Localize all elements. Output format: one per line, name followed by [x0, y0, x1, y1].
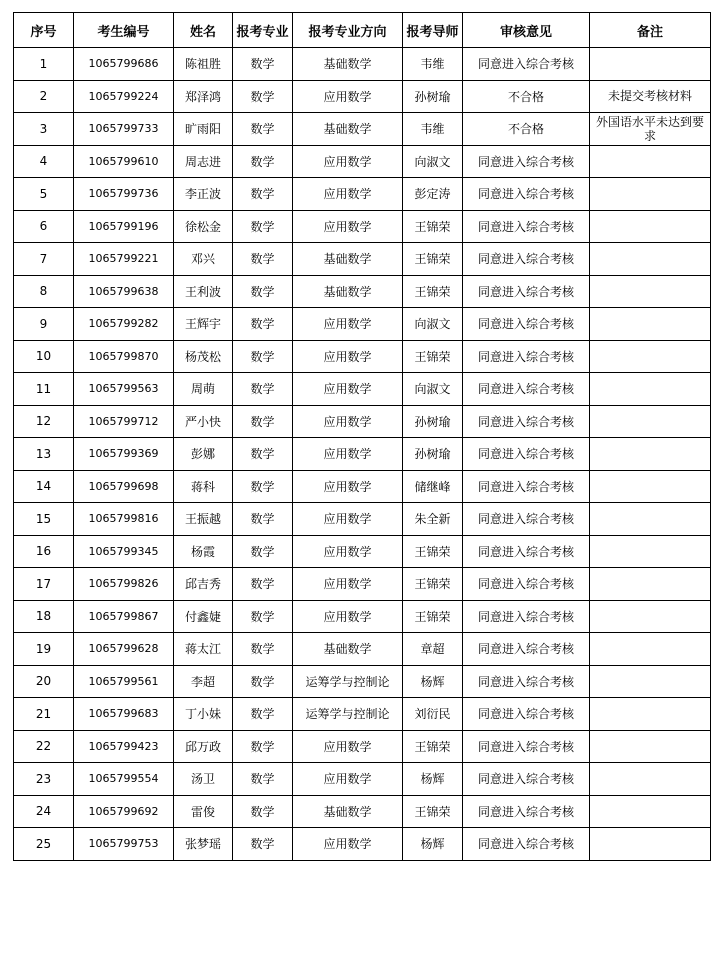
cell-review-opinion: 同意进入综合考核 [463, 243, 590, 276]
cell-seq: 9 [14, 308, 74, 341]
cell-seq: 22 [14, 730, 74, 763]
header-seq: 序号 [14, 13, 74, 48]
cell-seq: 10 [14, 340, 74, 373]
cell-remarks [590, 698, 711, 731]
cell-review-opinion: 同意进入综合考核 [463, 405, 590, 438]
cell-review-opinion: 同意进入综合考核 [463, 665, 590, 698]
cell-direction: 基础数学 [293, 795, 403, 828]
cell-exam-id: 1065799683 [74, 698, 174, 731]
header-exam-id: 考生编号 [74, 13, 174, 48]
cell-name: 杨霞 [174, 535, 233, 568]
cell-remarks [590, 340, 711, 373]
cell-name: 丁小妹 [174, 698, 233, 731]
cell-name: 旷雨阳 [174, 113, 233, 146]
cell-direction: 应用数学 [293, 503, 403, 536]
cell-review-opinion: 同意进入综合考核 [463, 535, 590, 568]
cell-major: 数学 [233, 243, 293, 276]
cell-advisor: 向淑文 [403, 373, 463, 406]
cell-advisor: 王锦荣 [403, 275, 463, 308]
cell-seq: 25 [14, 828, 74, 861]
cell-remarks [590, 828, 711, 861]
cell-review-opinion: 同意进入综合考核 [463, 275, 590, 308]
cell-advisor: 向淑文 [403, 145, 463, 178]
cell-exam-id: 1065799345 [74, 535, 174, 568]
cell-name: 蒋科 [174, 470, 233, 503]
cell-major: 数学 [233, 503, 293, 536]
cell-name: 邱吉秀 [174, 568, 233, 601]
cell-remarks [590, 178, 711, 211]
cell-seq: 5 [14, 178, 74, 211]
table-row [14, 48, 711, 81]
cell-remarks [590, 405, 711, 438]
cell-major: 数学 [233, 763, 293, 796]
cell-advisor: 王锦荣 [403, 795, 463, 828]
cell-review-opinion: 同意进入综合考核 [463, 828, 590, 861]
cell-seq: 6 [14, 210, 74, 243]
cell-remarks [590, 470, 711, 503]
cell-remarks: 未提交考核材料 [590, 80, 711, 113]
cell-direction: 应用数学 [293, 470, 403, 503]
cell-direction: 应用数学 [293, 535, 403, 568]
cell-name: 陈祖胜 [174, 48, 233, 81]
table-row [14, 600, 711, 633]
cell-name: 张梦瑶 [174, 828, 233, 861]
cell-name: 郑泽鸿 [174, 80, 233, 113]
table-body [14, 48, 711, 861]
cell-remarks [590, 633, 711, 666]
table-row [14, 178, 711, 211]
cell-direction: 基础数学 [293, 633, 403, 666]
cell-review-opinion: 同意进入综合考核 [463, 730, 590, 763]
cell-exam-id: 1065799712 [74, 405, 174, 438]
cell-direction: 运筹学与控制论 [293, 698, 403, 731]
header-remarks: 备注 [590, 13, 711, 48]
cell-direction: 应用数学 [293, 438, 403, 471]
cell-major: 数学 [233, 405, 293, 438]
cell-exam-id: 1065799638 [74, 275, 174, 308]
cell-remarks [590, 373, 711, 406]
cell-name: 周志进 [174, 145, 233, 178]
cell-major: 数学 [233, 633, 293, 666]
cell-exam-id: 1065799561 [74, 665, 174, 698]
cell-exam-id: 1065799733 [74, 113, 174, 146]
cell-remarks [590, 48, 711, 81]
cell-remarks [590, 243, 711, 276]
cell-exam-id: 1065799628 [74, 633, 174, 666]
table-row [14, 308, 711, 341]
cell-direction: 应用数学 [293, 828, 403, 861]
cell-major: 数学 [233, 275, 293, 308]
cell-direction: 基础数学 [293, 48, 403, 81]
table-row [14, 145, 711, 178]
cell-seq: 11 [14, 373, 74, 406]
cell-exam-id: 1065799826 [74, 568, 174, 601]
cell-review-opinion: 同意进入综合考核 [463, 633, 590, 666]
cell-direction: 应用数学 [293, 145, 403, 178]
table-row [14, 113, 711, 146]
cell-direction: 应用数学 [293, 80, 403, 113]
header-review-opinion: 审核意见 [463, 13, 590, 48]
cell-direction: 应用数学 [293, 308, 403, 341]
header-major: 报考专业 [233, 13, 293, 48]
cell-direction: 应用数学 [293, 600, 403, 633]
cell-direction: 应用数学 [293, 210, 403, 243]
cell-seq: 20 [14, 665, 74, 698]
table-row [14, 210, 711, 243]
cell-name: 王振越 [174, 503, 233, 536]
cell-seq: 2 [14, 80, 74, 113]
table-row [14, 243, 711, 276]
cell-major: 数学 [233, 600, 293, 633]
cell-exam-id: 1065799870 [74, 340, 174, 373]
cell-name: 王利波 [174, 275, 233, 308]
cell-name: 彭娜 [174, 438, 233, 471]
table-row [14, 405, 711, 438]
cell-seq: 23 [14, 763, 74, 796]
cell-major: 数学 [233, 470, 293, 503]
cell-exam-id: 1065799692 [74, 795, 174, 828]
cell-seq: 8 [14, 275, 74, 308]
table-row [14, 730, 711, 763]
cell-direction: 应用数学 [293, 340, 403, 373]
cell-major: 数学 [233, 665, 293, 698]
cell-seq: 17 [14, 568, 74, 601]
cell-direction: 应用数学 [293, 730, 403, 763]
cell-name: 李正波 [174, 178, 233, 211]
table-row [14, 340, 711, 373]
cell-review-opinion: 同意进入综合考核 [463, 210, 590, 243]
cell-exam-id: 1065799221 [74, 243, 174, 276]
cell-exam-id: 1065799753 [74, 828, 174, 861]
cell-name: 严小快 [174, 405, 233, 438]
cell-name: 李超 [174, 665, 233, 698]
cell-seq: 3 [14, 113, 74, 146]
cell-seq: 21 [14, 698, 74, 731]
cell-advisor: 王锦荣 [403, 568, 463, 601]
cell-name: 付鑫婕 [174, 600, 233, 633]
cell-seq: 13 [14, 438, 74, 471]
header-name: 姓名 [174, 13, 233, 48]
cell-exam-id: 1065799282 [74, 308, 174, 341]
cell-review-opinion: 同意进入综合考核 [463, 340, 590, 373]
cell-remarks [590, 763, 711, 796]
cell-seq: 18 [14, 600, 74, 633]
cell-name: 汤卫 [174, 763, 233, 796]
cell-remarks [590, 568, 711, 601]
cell-seq: 14 [14, 470, 74, 503]
table-row [14, 470, 711, 503]
cell-advisor: 储继峰 [403, 470, 463, 503]
cell-advisor: 孙树瑜 [403, 438, 463, 471]
cell-seq: 19 [14, 633, 74, 666]
cell-exam-id: 1065799867 [74, 600, 174, 633]
header-advisor: 报考导师 [403, 13, 463, 48]
cell-exam-id: 1065799369 [74, 438, 174, 471]
cell-major: 数学 [233, 210, 293, 243]
cell-review-opinion: 同意进入综合考核 [463, 600, 590, 633]
cell-remarks [590, 438, 711, 471]
cell-major: 数学 [233, 178, 293, 211]
cell-major: 数学 [233, 48, 293, 81]
cell-review-opinion: 同意进入综合考核 [463, 568, 590, 601]
cell-review-opinion: 同意进入综合考核 [463, 438, 590, 471]
cell-major: 数学 [233, 730, 293, 763]
cell-remarks [590, 665, 711, 698]
cell-advisor: 王锦荣 [403, 535, 463, 568]
cell-remarks [590, 503, 711, 536]
cell-exam-id: 1065799610 [74, 145, 174, 178]
cell-review-opinion: 同意进入综合考核 [463, 145, 590, 178]
cell-direction: 应用数学 [293, 568, 403, 601]
cell-advisor: 王锦荣 [403, 210, 463, 243]
cell-major: 数学 [233, 828, 293, 861]
cell-review-opinion: 同意进入综合考核 [463, 373, 590, 406]
cell-seq: 16 [14, 535, 74, 568]
cell-direction: 基础数学 [293, 243, 403, 276]
cell-seq: 15 [14, 503, 74, 536]
cell-advisor: 杨辉 [403, 665, 463, 698]
cell-exam-id: 1065799196 [74, 210, 174, 243]
cell-direction: 应用数学 [293, 405, 403, 438]
cell-advisor: 彭定涛 [403, 178, 463, 211]
cell-review-opinion: 同意进入综合考核 [463, 698, 590, 731]
cell-major: 数学 [233, 535, 293, 568]
cell-major: 数学 [233, 113, 293, 146]
cell-direction: 应用数学 [293, 373, 403, 406]
cell-advisor: 孙树瑜 [403, 80, 463, 113]
cell-name: 周萌 [174, 373, 233, 406]
cell-direction: 应用数学 [293, 178, 403, 211]
cell-direction: 基础数学 [293, 113, 403, 146]
cell-advisor: 杨辉 [403, 828, 463, 861]
cell-exam-id: 1065799816 [74, 503, 174, 536]
table-row [14, 698, 711, 731]
cell-advisor: 韦维 [403, 113, 463, 146]
cell-name: 邱万政 [174, 730, 233, 763]
cell-exam-id: 1065799698 [74, 470, 174, 503]
cell-remarks [590, 535, 711, 568]
cell-advisor: 杨辉 [403, 763, 463, 796]
cell-advisor: 向淑文 [403, 308, 463, 341]
cell-name: 杨茂松 [174, 340, 233, 373]
cell-direction: 应用数学 [293, 763, 403, 796]
table-row [14, 828, 711, 861]
table-row [14, 275, 711, 308]
cell-remarks [590, 730, 711, 763]
cell-remarks [590, 275, 711, 308]
cell-review-opinion: 同意进入综合考核 [463, 763, 590, 796]
table-row [14, 665, 711, 698]
cell-advisor: 孙树瑜 [403, 405, 463, 438]
cell-review-opinion: 同意进入综合考核 [463, 795, 590, 828]
cell-major: 数学 [233, 568, 293, 601]
cell-direction: 基础数学 [293, 275, 403, 308]
cell-major: 数学 [233, 80, 293, 113]
cell-major: 数学 [233, 373, 293, 406]
cell-name: 徐松金 [174, 210, 233, 243]
table-row [14, 80, 711, 113]
cell-exam-id: 1065799736 [74, 178, 174, 211]
cell-remarks [590, 145, 711, 178]
cell-advisor: 韦维 [403, 48, 463, 81]
cell-exam-id: 1065799224 [74, 80, 174, 113]
cell-remarks [590, 600, 711, 633]
cell-remarks [590, 210, 711, 243]
cell-seq: 4 [14, 145, 74, 178]
cell-major: 数学 [233, 698, 293, 731]
cell-review-opinion: 同意进入综合考核 [463, 503, 590, 536]
review-results-table [13, 12, 711, 861]
table-row [14, 438, 711, 471]
cell-major: 数学 [233, 340, 293, 373]
cell-major: 数学 [233, 438, 293, 471]
cell-review-opinion: 不合格 [463, 113, 590, 146]
cell-remarks [590, 795, 711, 828]
cell-major: 数学 [233, 795, 293, 828]
cell-name: 王辉宇 [174, 308, 233, 341]
table-row [14, 373, 711, 406]
table-row [14, 535, 711, 568]
cell-seq: 24 [14, 795, 74, 828]
cell-remarks: 外国语水平未达到要求 [590, 113, 711, 146]
cell-advisor: 王锦荣 [403, 340, 463, 373]
cell-remarks [590, 308, 711, 341]
table-row [14, 568, 711, 601]
cell-name: 蒋太江 [174, 633, 233, 666]
cell-advisor: 王锦荣 [403, 730, 463, 763]
table-row [14, 763, 711, 796]
cell-exam-id: 1065799563 [74, 373, 174, 406]
cell-advisor: 王锦荣 [403, 600, 463, 633]
cell-name: 雷俊 [174, 795, 233, 828]
cell-major: 数学 [233, 145, 293, 178]
cell-seq: 7 [14, 243, 74, 276]
table-row [14, 503, 711, 536]
table-row [14, 795, 711, 828]
cell-advisor: 章超 [403, 633, 463, 666]
cell-review-opinion: 同意进入综合考核 [463, 308, 590, 341]
cell-review-opinion: 同意进入综合考核 [463, 178, 590, 211]
cell-name: 邓兴 [174, 243, 233, 276]
cell-review-opinion: 不合格 [463, 80, 590, 113]
cell-review-opinion: 同意进入综合考核 [463, 470, 590, 503]
cell-advisor: 王锦荣 [403, 243, 463, 276]
cell-exam-id: 1065799686 [74, 48, 174, 81]
cell-exam-id: 1065799554 [74, 763, 174, 796]
cell-seq: 1 [14, 48, 74, 81]
cell-advisor: 朱全新 [403, 503, 463, 536]
cell-seq: 12 [14, 405, 74, 438]
cell-advisor: 刘衍民 [403, 698, 463, 731]
table-row [14, 633, 711, 666]
cell-review-opinion: 同意进入综合考核 [463, 48, 590, 81]
header-row [14, 13, 711, 48]
header-direction: 报考专业方向 [293, 13, 403, 48]
cell-exam-id: 1065799423 [74, 730, 174, 763]
cell-direction: 运筹学与控制论 [293, 665, 403, 698]
cell-major: 数学 [233, 308, 293, 341]
